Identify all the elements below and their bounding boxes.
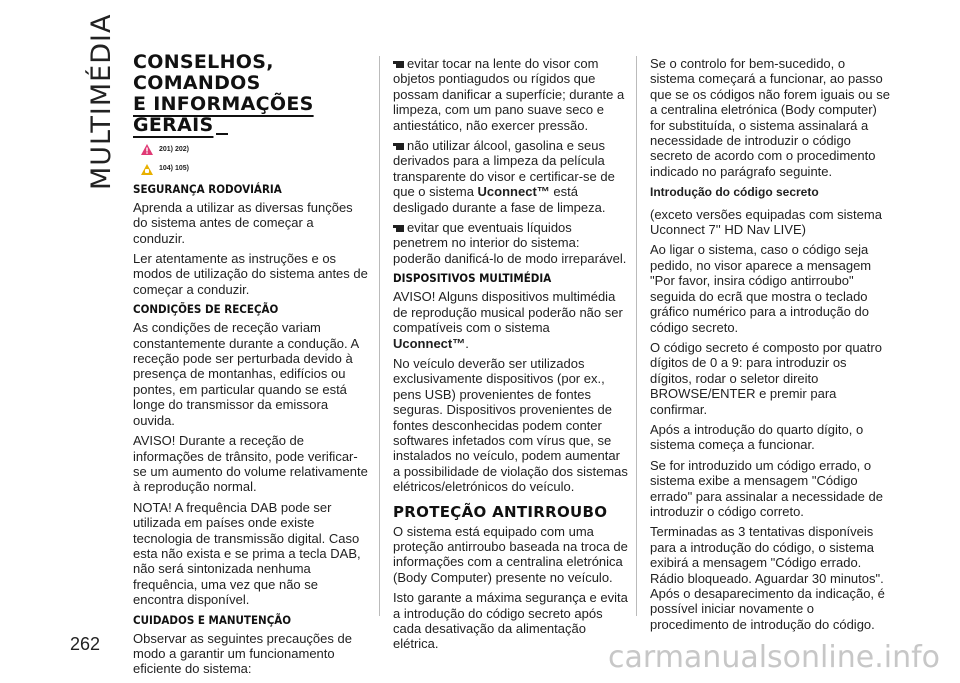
paragraph: Após a introdução do quarto dígito, o sistema começa a funcionar.	[650, 421, 864, 453]
bullet-item: evitar que eventuais líquidos penetrem no interior do sistema: poderão danificá-lo de modo irreparável.	[393, 220, 627, 266]
paragraph: NOTA! A frequência DAB pode ser utilizada em países onde existe tecnologia de transmissão digital. Caso esta não exista e se prima a tecla DAB, não será sintonizada nenhuma frequência, uma vez que não se encontra disponível.	[133, 499, 361, 608]
paragraph: Aprenda a utilizar as diversas funções do sistema antes de começar a conduzir.	[133, 199, 353, 246]
warning-triangle-icon	[141, 144, 153, 155]
heading-reception: CONDIÇÕES DE RECEÇÃO	[133, 302, 279, 317]
paragraph: O código secreto é composto por quatro dígitos de 0 a 9: para introduzir os dígitos, rodar o seletor direito BROWSE/ENTER e premir para confirmar.	[650, 339, 882, 417]
chapter-title: MULTIMÉDIA	[86, 13, 117, 190]
paragraph: Se for introduzido um código errado, o sistema exibe a mensagem "Código errado" para assinalar a necessidade de introduzir o código correto.	[650, 457, 883, 519]
paragraph: Ao ligar o sistema, caso o código seja pedido, no visor aparece a mensagem "Por favor, insira código antirroubo" seguida do ecrã que mostra o teclado gráfico numérico para a introdução do código secreto.	[650, 242, 872, 335]
paragraph: No veículo deverão ser utilizados exclusivamente dispositivos (por ex., pens USB) provenientes de fontes seguras. Dispositivos provenientes de fontes desconhecidas podem conter softwares infetados com vírus que, se instalados no veículo, podem aumentar a possibilidade de violação dos sistemas elétricos/eletrónicos do veículo.	[393, 355, 628, 495]
column-3	[650, 56, 890, 637]
paragraph: AVISO! Durante a receção de informações de trânsito, pode verificar-se um aumento do volume relativamente à reprodução normal.	[133, 433, 368, 495]
bullet-item: evitar tocar na lente do visor com objetos pontiagudos ou rígidos que possam danificar a superfície; durante a limpeza, com um pano suave seco e antiestático, não exercer pressão.	[393, 56, 625, 133]
heading-code: Introdução do código secreto	[650, 185, 819, 200]
column-2	[393, 56, 629, 657]
caution-refs-row	[141, 161, 369, 176]
paragraph: AVISO! Alguns dispositivos multimédia de reprodução musical poderão não ser compatíveis com o sistema Uconnect™.	[393, 289, 623, 351]
paragraph: Se o controlo for bem-sucedido, o sistema começará a funcionar, ao passo que se os códigos não forem iguais ou se a centralina eletrónica (Body computer) for substituída, o sistema assinalará a necessidade de introduzir o código secreto de acordo com o procedimento indicado no parágrafo seguinte.	[650, 56, 890, 179]
bullet-marker-icon	[393, 225, 404, 232]
section-title-line2: E INFORMAÇÕES GERAIS	[133, 93, 314, 136]
bullet-marker-icon	[393, 143, 404, 150]
watermark: carmanualsonline.info	[608, 640, 940, 675]
section-title-line1: CONSELHOS, COMANDOS	[133, 51, 274, 94]
caution-refs: 104) 105)	[159, 165, 189, 173]
heading-safety: SEGURANÇA RODOVIÁRIA	[133, 181, 282, 196]
paragraph: O sistema está equipado com uma proteção antirroubo baseada na troca de informações com a centralina eletrónica (Body Computer) presente no veículo.	[393, 523, 628, 585]
title-rule	[216, 133, 228, 135]
bullet-item: não utilizar álcool, gasolina e seus derivados para a limpeza da película transparente do visor e certificar-se de que o sistema Uconnect™ está desligado durante a fase de limpeza.	[393, 138, 615, 215]
column-divider	[636, 56, 637, 616]
paragraph: Observar as seguintes precauções de modo a garantir um funcionamento eficiente do sistema:	[133, 630, 352, 677]
section-title	[133, 52, 369, 136]
warning-refs-row	[141, 142, 369, 157]
heading-devices: DISPOSITIVOS MULTIMÉDIA	[393, 271, 552, 286]
column-divider	[379, 56, 380, 616]
paragraph: Ler atentamente as instruções e os modos de utilização do sistema antes de começar a conduzir.	[133, 251, 368, 297]
heading-care: CUIDADOS E MANUTENÇÃO	[133, 612, 292, 627]
bullet-marker-icon	[393, 61, 404, 68]
paragraph: Isto garante a máxima segurança e evita a introdução do código secreto após cada desativação da alimentação elétrica.	[393, 590, 628, 652]
page-number: 262	[70, 634, 101, 654]
paragraph: (exceto versões equipadas com sistema Uconnect 7'' HD Nav LIVE)	[650, 206, 882, 238]
paragraph: Terminadas as 3 tentativas disponíveis para a introdução do código, o sistema exibirá a mensagem "Código errado. Rádio bloqueado. Aguardar 30 minutos". Após o desaparecimento da indicação, é possível iniciar novamente o procedimento de introdução do código.	[650, 524, 885, 632]
heading-antitheft: PROTEÇÃO ANTIRROUBO	[393, 502, 608, 521]
column-1	[133, 52, 369, 682]
caution-hand-icon	[141, 164, 153, 175]
warning-refs: 201) 202)	[159, 146, 189, 153]
paragraph: As condições de receção variam constantemente durante a condução. A receção pode ser perturbada devido à presença de montanhas, edifícios ou pontes, em particular quando se está longe do transmissor da emissora ouvida.	[133, 320, 359, 428]
